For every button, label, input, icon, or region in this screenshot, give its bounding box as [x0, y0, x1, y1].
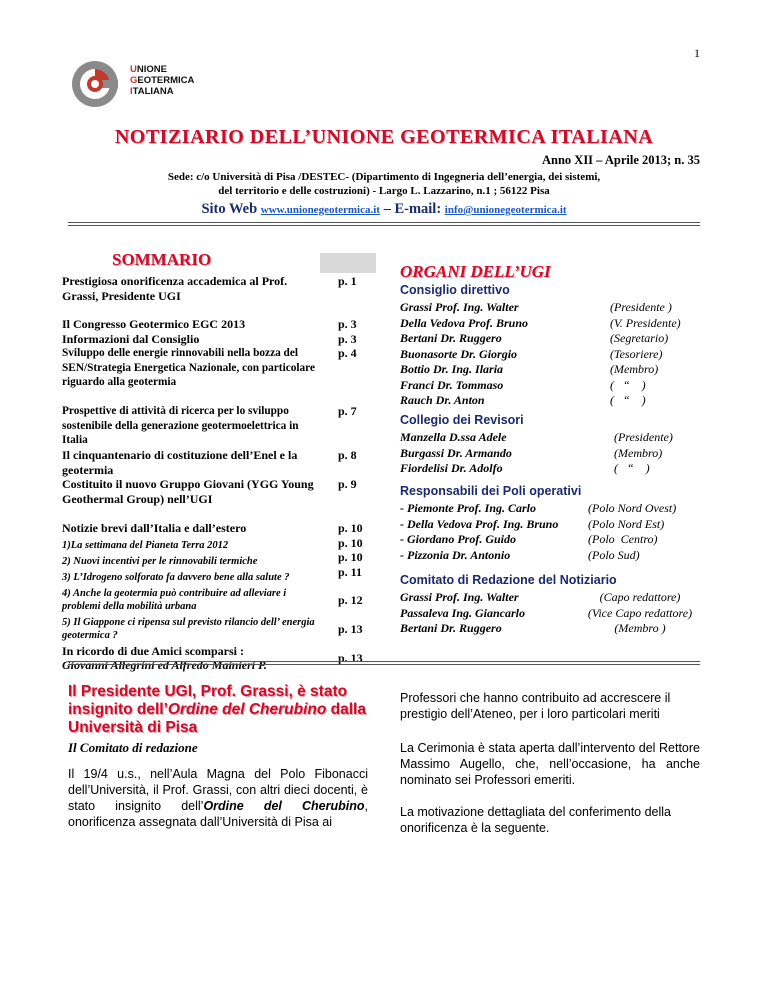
toc-item[interactable]: Costituito il nuovo Gruppo Giovani (YGG Young Geothermal Group) nell’UGI [62, 477, 314, 506]
member-role: ( “ ) [614, 461, 650, 475]
toc-item[interactable]: Il cinquantenario di costituzione dell’Enel e la geotermia [62, 448, 298, 477]
page-column-header [320, 253, 376, 273]
member-name: Buonasorte Dr. Giorgio [400, 346, 518, 361]
toc-item[interactable]: In ricordo di due Amici scomparsi : [62, 643, 244, 658]
member-name: Rauch Dr. Anton [400, 393, 485, 407]
council-names [400, 300, 528, 409]
divider [68, 222, 700, 223]
article-title: Il Presidente UGI, Prof. Grassi, è stato insignito dell’Ordine del Cherubino dalla Università di Pisa [68, 683, 366, 736]
toc-page: p. 4 [338, 346, 357, 360]
toc-item[interactable]: 1)La settimana del Pianeta Terra 2012 [62, 539, 229, 551]
editorial-names [400, 590, 525, 637]
member-role: (Presidente) [614, 430, 673, 444]
divider [68, 661, 700, 662]
article-paragraph: La Cerimonia è stata aperta dall’intervento del Rettore Massimo Augello, che, nell’occasione, ha anche nominato sei Professori emeriti. [400, 741, 700, 787]
toc-item[interactable]: Sviluppo delle energie rinnovabili nella bozza del SEN/Strategia Energetica Nazionale, con particolare riguardo alla geotermia [62, 347, 315, 388]
toc-page: p. 7 [338, 404, 357, 418]
auditors-names [400, 430, 512, 477]
article-author: Il Comitato di redazione [68, 740, 198, 755]
toc-page: p. 10 [338, 550, 363, 564]
member-name: - Giordano Prof. Guido [400, 532, 517, 546]
member-name: Fiordelisi Dr. Adolfo [400, 461, 503, 475]
member-role: (Polo Centro) [588, 532, 658, 546]
logo-wordmark: UNIONE GEOTERMICA ITALIANA [130, 64, 195, 97]
member-role: (Capo redattore) [599, 590, 681, 604]
member-role: (V. Presidente) [610, 315, 681, 330]
auditors-roles [614, 430, 673, 477]
organs-title: ORGANI DELL’UGI [400, 262, 551, 281]
member-name: Franci Dr. Tommaso [400, 377, 504, 392]
auditors-title: Collegio dei Revisori [400, 413, 524, 427]
toc-page: p. 10 [338, 535, 363, 550]
member-name: Della Vedova Prof. Bruno [400, 315, 529, 330]
toc-item[interactable]: Informazioni dal Consiglio [62, 331, 200, 346]
member-role: (Segretario) [610, 331, 669, 345]
council-title: Consiglio direttivo [400, 283, 510, 297]
geothermal-logo-icon [68, 58, 126, 110]
council-roles [610, 300, 681, 409]
toc-page: p. 3 [338, 317, 357, 331]
poles-title: Responsabili dei Poli operativi [400, 484, 582, 498]
toc-page: p. 13 [338, 621, 363, 636]
editorial-title: Comitato di Redazione del Notiziario [400, 573, 617, 587]
toc-page: p. 8 [338, 448, 357, 462]
member-role: (Membro ) [614, 621, 666, 635]
member-name: Bertani Dr. Ruggero [400, 331, 502, 345]
member-role: (Presidente ) [610, 300, 672, 314]
issue-info: Anno XII – Aprile 2013; n. 35 [541, 153, 700, 167]
divider [68, 225, 700, 226]
editorial-roles [574, 590, 706, 637]
toc-item[interactable]: 2) Nuovi incentivi per le rinnovabili termiche [62, 555, 258, 567]
article-paragraph: Professori che hanno contribuito ad accrescere il prestigio dell’Ateneo, per i loro particolari meriti [400, 691, 671, 721]
toc-item[interactable]: 5) Il Giappone ci ripensa sul previsto rilancio dell’ energia geotermica ? [62, 616, 315, 641]
toc-page: p. 11 [338, 564, 363, 579]
toc-page: p. 13 [338, 650, 363, 665]
ugi-logo [68, 58, 208, 110]
summary-title: SOMMARIO [112, 250, 212, 269]
member-name: Manzella D.ssa Adele [400, 430, 507, 444]
member-role: (Polo Sud) [588, 547, 640, 562]
email-link[interactable]: info@unionegeotermica.it [444, 204, 567, 216]
poles-roles [588, 501, 676, 563]
toc-item[interactable]: 4) Anche la geotermia può contribuire ad alleviare i problemi della mobilità urbana [62, 587, 287, 612]
toc-page: p. 9 [338, 477, 357, 491]
member-role: ( “ ) [610, 393, 646, 407]
toc-page: p. 1 [338, 274, 357, 288]
summary-list [62, 274, 322, 673]
member-name: Burgassi Dr. Armando [400, 445, 512, 460]
article-paragraph: Il 19/4 u.s., nell’Aula Magna del Polo Fibonacci dell’Università, il Prof. Grassi, con altri dieci docenti, è stato insignito dell’Ordine del Cherubino, onorificenza assegnata dall’Università di Pisa ai [68, 767, 368, 829]
poles-names [400, 501, 558, 563]
member-name: Grassi Prof. Ing. Walter [400, 590, 519, 604]
member-role: (Membro) [614, 445, 663, 460]
toc-item[interactable]: Notizie brevi dall’Italia e dall’estero [62, 521, 247, 535]
seat-address: Sede: c/o Università di Pisa /DESTEC- (Dipartimento di Ingegneria dell’energia, dei sistemi, del territorio e delle costruzioni) - Largo L. Lazzarino, n.1 ; 56122 Pisa [167, 171, 601, 197]
toc-item[interactable]: Giovanni Allegrini ed Alfredo Mainieri P. [62, 658, 267, 672]
page-number: 1 [694, 46, 700, 60]
member-role: (Polo Nord Ovest) [588, 501, 677, 515]
member-role: (Tesoriere) [610, 346, 663, 361]
member-role: (Membro) [610, 362, 659, 376]
toc-page: p. 10 [338, 521, 363, 535]
divider [68, 664, 700, 665]
toc-item[interactable]: Il Congresso Geotermico EGC 2013 [62, 317, 246, 331]
member-name: Bottio Dr. Ing. Ilaria [400, 362, 504, 376]
toc-item[interactable]: 3) L’Idrogeno solforato fa davvero bene alla salute ? [62, 571, 290, 583]
contacts-line: Sito Web www.unionegeotermica.it – E-mail: info@unionegeotermica.it [201, 201, 567, 217]
toc-page: p. 12 [338, 592, 363, 607]
website-link[interactable]: www.unionegeotermica.it [260, 204, 380, 216]
member-name: - Pizzonia Dr. Antonio [400, 547, 511, 562]
member-role: (Vice Capo redattore) [587, 605, 693, 620]
member-name: Grassi Prof. Ing. Walter [400, 300, 519, 314]
member-role: (Polo Nord Est) [588, 516, 665, 531]
member-role: ( “ ) [610, 377, 646, 392]
member-name: Passaleva Ing. Giancarlo [400, 605, 526, 620]
article-paragraph: La motivazione dettagliata del conferimento della onorificenza è la seguente. [400, 805, 672, 835]
summary-pages [338, 274, 363, 665]
toc-item[interactable]: Prospettive di attività di ricerca per lo sviluppo sostenibile della generazione geotermoelettrica in Italia [62, 405, 299, 446]
toc-page: p. 3 [338, 331, 357, 346]
member-name: Bertani Dr. Ruggero [400, 621, 502, 635]
newsletter-title: NOTIZIARIO DELL’UNIONE GEOTERMICA ITALIANA [114, 126, 654, 148]
toc-item[interactable]: Prestigiosa onorificenza accademica al Prof. Grassi, Presidente UGI [62, 274, 288, 303]
member-name: - Della Vedova Prof. Ing. Bruno [400, 516, 559, 531]
member-name: - Piemonte Prof. Ing. Carlo [400, 501, 537, 515]
